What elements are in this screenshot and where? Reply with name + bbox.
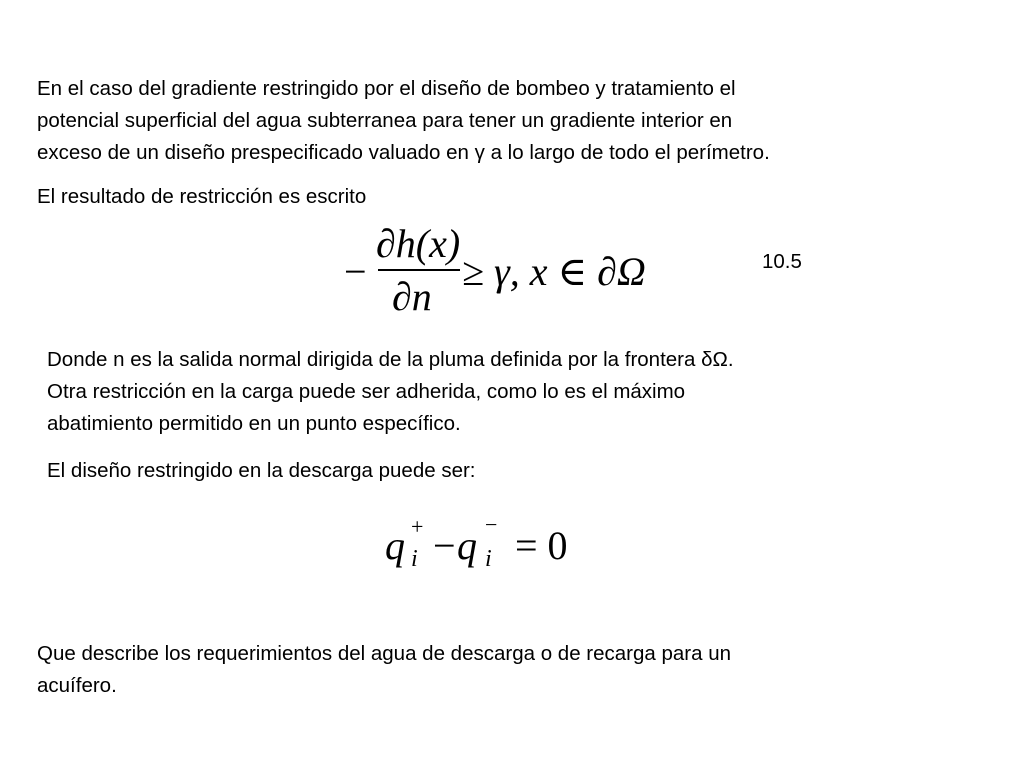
text-line: El resultado de restricción es escrito — [37, 185, 367, 208]
text-line: acuífero. — [37, 674, 117, 697]
equation-relation: ≥ γ, x ∈ ∂Ω — [462, 249, 646, 294]
equation-superscript-minus: − — [485, 512, 498, 537]
fraction-bar — [378, 269, 460, 271]
equation-minus-sign: − — [344, 249, 367, 294]
equation-variable-q-plus: q — [385, 523, 405, 568]
equation-rhs: = 0 — [515, 523, 568, 568]
paragraph-normal-definition — [47, 344, 734, 440]
equation-gradient-constraint — [344, 222, 654, 322]
equation-numerator: ∂h(x) — [376, 221, 461, 266]
equation-variable-q-minus: q — [457, 523, 477, 568]
equation-number: 10.5 — [762, 250, 802, 273]
equation-subscript-i: i — [411, 546, 418, 572]
text-line: El diseño restringido en la descarga puede ser: — [47, 459, 476, 482]
text-line: exceso de un diseño prespecificado valuado en γ a lo largo de todo el perímetro. — [37, 141, 770, 164]
paragraph-discharge-intro — [47, 455, 476, 487]
text-line: Donde n es la salida normal dirigida de la pluma definida por la frontera δΩ. — [47, 348, 734, 371]
text-line: Que describe los requerimientos del agua de descarga o de recarga para un — [37, 642, 732, 665]
text-line: abatimiento permitido en un punto específico. — [47, 412, 461, 435]
text-line: En el caso del gradiente restringido por el diseño de bombeo y tratamiento el — [37, 77, 736, 100]
equation-minus-sign: − — [433, 523, 456, 568]
equation-denominator: ∂n — [392, 274, 432, 319]
text-line: Otra restricción en la carga puede ser adherida, como lo es el máximo — [47, 380, 686, 403]
text-line: potencial superficial del agua subterranea para tener un gradiente interior en — [37, 109, 733, 132]
paragraph-conclusion — [37, 638, 731, 702]
paragraph-result-intro — [37, 181, 366, 213]
equation-discharge-balance — [385, 512, 625, 582]
equation-superscript-plus: + — [411, 514, 424, 539]
paragraph-gradient-constraint — [37, 73, 770, 169]
equation-subscript-i: i — [485, 546, 492, 572]
